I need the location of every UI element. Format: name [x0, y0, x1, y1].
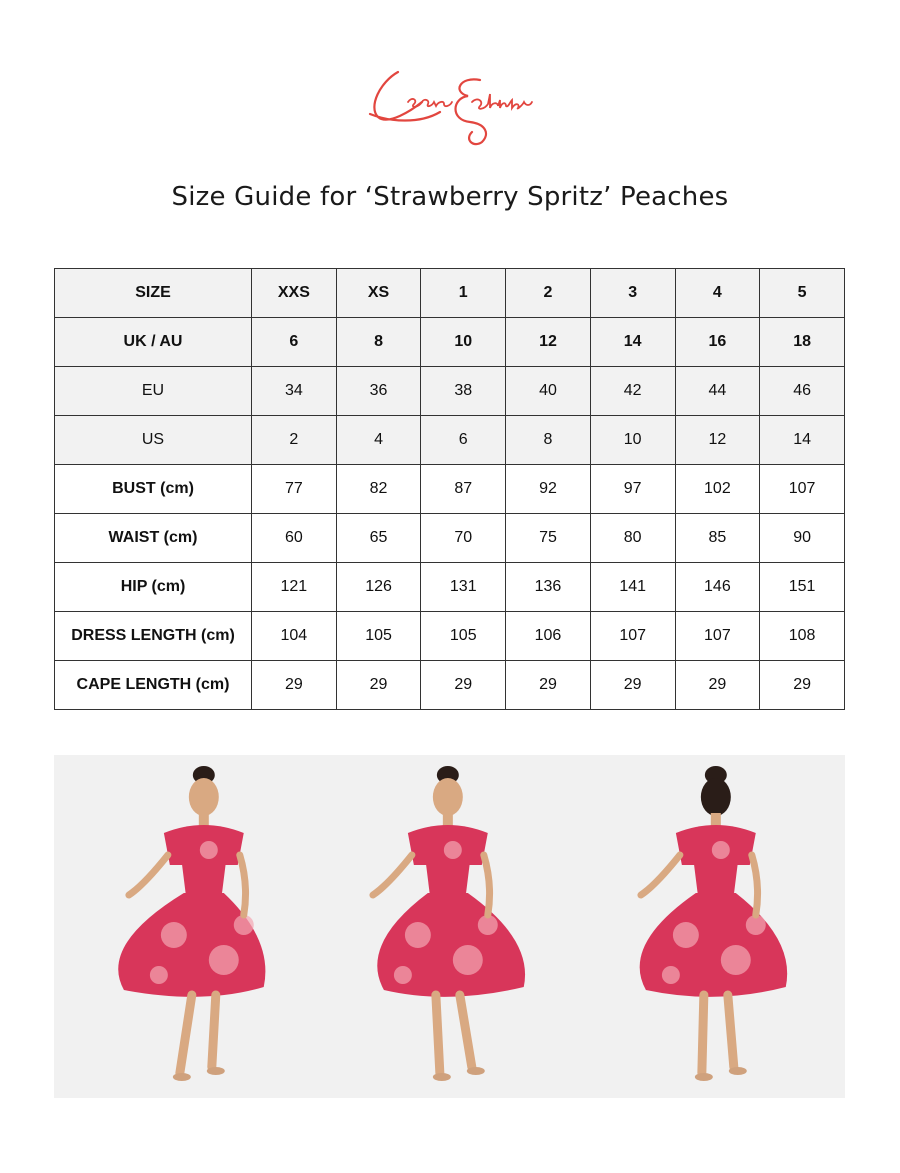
table-cell: 92 — [506, 465, 591, 514]
row-label: CAPE LENGTH (cm) — [55, 661, 252, 710]
table-cell: 42 — [590, 367, 675, 416]
table-cell: 14 — [590, 318, 675, 367]
table-cell: 4 — [675, 269, 760, 318]
table-cell: 97 — [590, 465, 675, 514]
table-cell: 105 — [336, 612, 421, 661]
front-view-photo — [54, 755, 318, 1098]
brand-logo-script — [360, 62, 540, 152]
table-row — [55, 318, 845, 367]
back-view-photo — [581, 755, 845, 1098]
table-cell: 102 — [675, 465, 760, 514]
table-cell: 44 — [675, 367, 760, 416]
table-cell: 29 — [590, 661, 675, 710]
table-cell: 29 — [506, 661, 591, 710]
table-cell: 141 — [590, 563, 675, 612]
table-cell: 75 — [506, 514, 591, 563]
table-cell: 3 — [590, 269, 675, 318]
table-cell: 2 — [506, 269, 591, 318]
size-table — [54, 268, 845, 710]
table-cell: 8 — [506, 416, 591, 465]
table-row — [55, 367, 845, 416]
row-label: UK / AU — [55, 318, 252, 367]
table-row — [55, 269, 845, 318]
table-cell: 80 — [590, 514, 675, 563]
table-cell: 6 — [421, 416, 506, 465]
table-cell: 90 — [760, 514, 845, 563]
table-cell: 108 — [760, 612, 845, 661]
page-title: Size Guide for ‘Strawberry Spritz’ Peaches — [171, 182, 729, 212]
table-cell: 29 — [252, 661, 337, 710]
table-row — [55, 612, 845, 661]
table-row — [55, 661, 845, 710]
table-cell: XS — [336, 269, 421, 318]
table-cell: 126 — [336, 563, 421, 612]
table-cell: 2 — [252, 416, 337, 465]
table-row — [55, 563, 845, 612]
table-row — [55, 465, 845, 514]
row-label: US — [55, 416, 252, 465]
table-row — [55, 416, 845, 465]
table-cell: XXS — [252, 269, 337, 318]
table-cell: 60 — [252, 514, 337, 563]
table-cell: 131 — [421, 563, 506, 612]
table-cell: 1 — [421, 269, 506, 318]
row-label: BUST (cm) — [55, 465, 252, 514]
table-cell: 29 — [760, 661, 845, 710]
table-cell: 107 — [590, 612, 675, 661]
table-cell: 4 — [336, 416, 421, 465]
table-cell: 107 — [760, 465, 845, 514]
table-cell: 36 — [336, 367, 421, 416]
row-label: SIZE — [55, 269, 252, 318]
table-cell: 106 — [506, 612, 591, 661]
table-cell: 34 — [252, 367, 337, 416]
three-quarter-view-photo — [318, 755, 582, 1098]
table-cell: 70 — [421, 514, 506, 563]
table-cell: 5 — [760, 269, 845, 318]
table-cell: 87 — [421, 465, 506, 514]
table-cell: 46 — [760, 367, 845, 416]
table-cell: 12 — [675, 416, 760, 465]
brand-logo — [360, 62, 540, 152]
photo-strip — [54, 755, 845, 1098]
table-cell: 18 — [760, 318, 845, 367]
table-cell: 10 — [421, 318, 506, 367]
table-cell: 151 — [760, 563, 845, 612]
row-label: HIP (cm) — [55, 563, 252, 612]
table-cell: 85 — [675, 514, 760, 563]
row-label: WAIST (cm) — [55, 514, 252, 563]
table-cell: 29 — [675, 661, 760, 710]
table-cell: 8 — [336, 318, 421, 367]
table-cell: 29 — [421, 661, 506, 710]
row-label: DRESS LENGTH (cm) — [55, 612, 252, 661]
table-cell: 105 — [421, 612, 506, 661]
table-cell: 65 — [336, 514, 421, 563]
table-cell: 82 — [336, 465, 421, 514]
table-cell: 107 — [675, 612, 760, 661]
table-cell: 16 — [675, 318, 760, 367]
table-cell: 29 — [336, 661, 421, 710]
row-label: EU — [55, 367, 252, 416]
table-cell: 121 — [252, 563, 337, 612]
table-cell: 10 — [590, 416, 675, 465]
table-cell: 146 — [675, 563, 760, 612]
table-cell: 104 — [252, 612, 337, 661]
table-cell: 40 — [506, 367, 591, 416]
table-cell: 38 — [421, 367, 506, 416]
table-cell: 6 — [252, 318, 337, 367]
table-cell: 14 — [760, 416, 845, 465]
table-cell: 12 — [506, 318, 591, 367]
table-row — [55, 514, 845, 563]
table-cell: 136 — [506, 563, 591, 612]
table-cell: 77 — [252, 465, 337, 514]
